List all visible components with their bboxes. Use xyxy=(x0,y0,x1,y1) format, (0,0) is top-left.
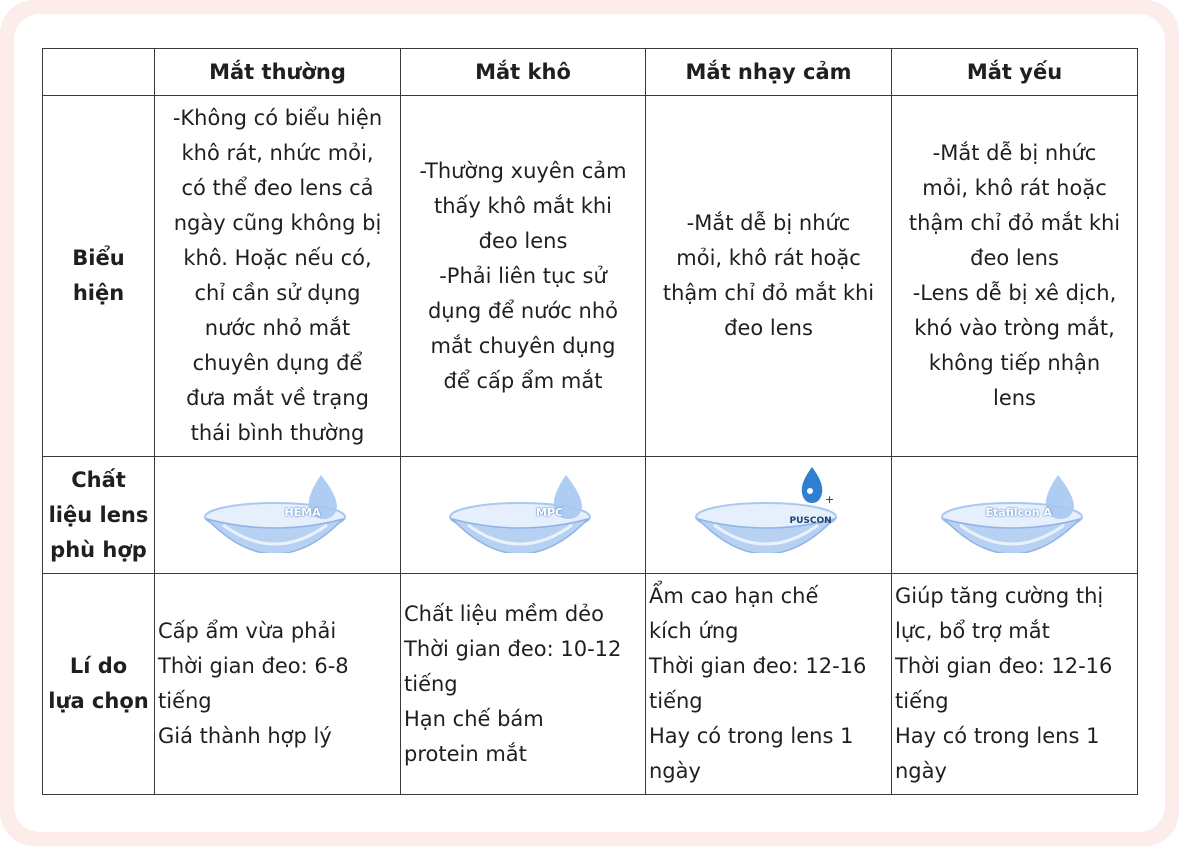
cell-line: Cấp ẩm vừa phải xyxy=(158,619,337,643)
material-label: MPC xyxy=(536,505,564,519)
row-label-li-do xyxy=(43,574,155,795)
cell-line: Thời gian đeo: 10-12 xyxy=(404,636,622,661)
column-header-mat-yeu: Mắt yếu xyxy=(892,49,1138,96)
cell-line: đưa mắt về trạng xyxy=(186,386,369,410)
row-bieu-hien xyxy=(43,96,1138,457)
cell-line: -Không có biểu hiện xyxy=(172,106,383,130)
contact-lens-icon xyxy=(448,467,598,553)
cell-lens-etafilcon xyxy=(892,457,1138,574)
header-row xyxy=(43,49,1138,96)
row-label-line: Biểu xyxy=(72,246,125,270)
cell-line: nước nhỏ mắt xyxy=(204,316,351,340)
cell-line: thấy khô mắt khi xyxy=(433,193,613,218)
cell-lens-puscon xyxy=(646,457,892,574)
cell-bieu-hien-mat-thuong xyxy=(155,96,401,457)
row-label-line: phù hợp xyxy=(50,537,147,562)
cell-line: thái bình thường xyxy=(190,421,365,445)
row-label-chat-lieu xyxy=(43,457,155,574)
cell-line: Hay có trong lens 1 xyxy=(895,724,1100,748)
cell-line: không tiếp nhận xyxy=(928,351,1101,375)
svg-text:+: + xyxy=(824,492,834,506)
cell-li-do-mat-thuong xyxy=(155,574,401,795)
cell-line: mắt chuyên dụng xyxy=(430,333,616,358)
cell-line: dụng để nước nhỏ xyxy=(427,298,619,323)
cell-line: đeo lens xyxy=(478,228,568,253)
cell-line: đeo lens xyxy=(970,246,1059,270)
cell-line: lực, bổ trợ mắt xyxy=(895,619,1050,643)
cell-line: khô rát, nhức mỏi, xyxy=(181,141,374,165)
cell-line: tiếng xyxy=(895,689,949,713)
cell-line: -Lens dễ bị xê dịch, xyxy=(912,281,1117,305)
cell-line: mỏi, khô rát hoặc xyxy=(676,246,861,270)
cell-line: Thời gian đeo: 12-16 xyxy=(895,654,1113,678)
contact-lens-icon xyxy=(694,467,844,553)
row-label-line: Lí do xyxy=(69,654,128,678)
cell-line: protein mắt xyxy=(404,741,527,766)
cell-line: tiếng xyxy=(404,671,458,696)
cell-lens-mpc xyxy=(401,457,646,574)
row-label-line: Chất xyxy=(71,467,126,492)
cell-line: tiếng xyxy=(649,689,703,713)
cell-li-do-mat-yeu xyxy=(892,574,1138,795)
cell-line: thậm chỉ đỏ mắt khi xyxy=(908,211,1121,235)
cell-line: thậm chỉ đỏ mắt khi xyxy=(662,281,875,305)
cell-line: Thời gian đeo: 6-8 xyxy=(158,654,349,678)
material-label: Etafilcon A xyxy=(985,505,1052,519)
row-label-line: hiện xyxy=(72,281,125,305)
cell-line: ngày cũng không bị xyxy=(173,211,382,235)
comparison-table xyxy=(42,48,1138,795)
cell-line: Giúp tăng cường thị xyxy=(895,584,1104,608)
column-header-mat-kho: Mắt khô xyxy=(401,49,646,96)
column-header-mat-nhay-cam: Mắt nhạy cảm xyxy=(646,49,892,96)
cell-line: khó vào tròng mắt, xyxy=(914,316,1115,340)
cell-li-do-mat-kho xyxy=(401,574,646,795)
cell-bieu-hien-mat-yeu xyxy=(892,96,1138,457)
cell-line: -Thường xuyên cảm xyxy=(419,158,627,183)
cell-line: lens xyxy=(992,386,1036,410)
cell-line: chuyên dụng để xyxy=(192,351,363,375)
cell-line: -Mắt dễ bị nhức xyxy=(932,141,1097,165)
cell-line: mỏi, khô rát hoặc xyxy=(922,176,1107,200)
row-li-do xyxy=(43,574,1138,795)
cell-line: Hạn chế bám xyxy=(404,706,544,731)
cell-line: Giá thành hợp lý xyxy=(158,724,332,748)
cell-line: ngày xyxy=(895,759,947,783)
cell-line: tiếng xyxy=(158,689,212,713)
cell-line: Chất liệu mềm dẻo xyxy=(404,601,604,626)
cell-line: chỉ cần sử dụng xyxy=(194,281,361,305)
corner-cell xyxy=(43,49,155,96)
cell-line: ngày xyxy=(649,759,701,783)
column-header-mat-thuong: Mắt thường xyxy=(155,49,401,96)
cell-line: khô. Hoặc nếu có, xyxy=(183,246,372,270)
cell-bieu-hien-mat-nhay-cam xyxy=(646,96,892,457)
material-label: HEMA xyxy=(284,505,321,519)
cell-line: để cấp ẩm mắt xyxy=(443,368,603,393)
cell-line: Ẩm cao hạn chế xyxy=(649,584,819,608)
cell-line: -Mắt dễ bị nhức xyxy=(686,211,851,235)
cell-line: Thời gian đeo: 12-16 xyxy=(649,654,867,678)
cell-bieu-hien-mat-kho xyxy=(401,96,646,457)
cell-line: có thể đeo lens cả xyxy=(181,176,374,200)
row-chat-lieu xyxy=(43,457,1138,574)
cell-line: đeo lens xyxy=(724,316,813,340)
row-label-line: lựa chọn xyxy=(48,689,149,713)
material-label: PUSCON xyxy=(789,515,832,526)
cell-line: kích ứng xyxy=(649,619,739,643)
cell-lens-hema xyxy=(155,457,401,574)
row-label-bieu-hien xyxy=(43,96,155,457)
contact-lens-icon xyxy=(940,467,1090,553)
row-label-line: liệu lens xyxy=(48,502,149,527)
cell-line: Hay có trong lens 1 xyxy=(649,724,854,748)
contact-lens-icon xyxy=(203,467,353,553)
cell-li-do-mat-nhay-cam xyxy=(646,574,892,795)
cell-line: -Phải liên tục sử xyxy=(439,263,607,288)
